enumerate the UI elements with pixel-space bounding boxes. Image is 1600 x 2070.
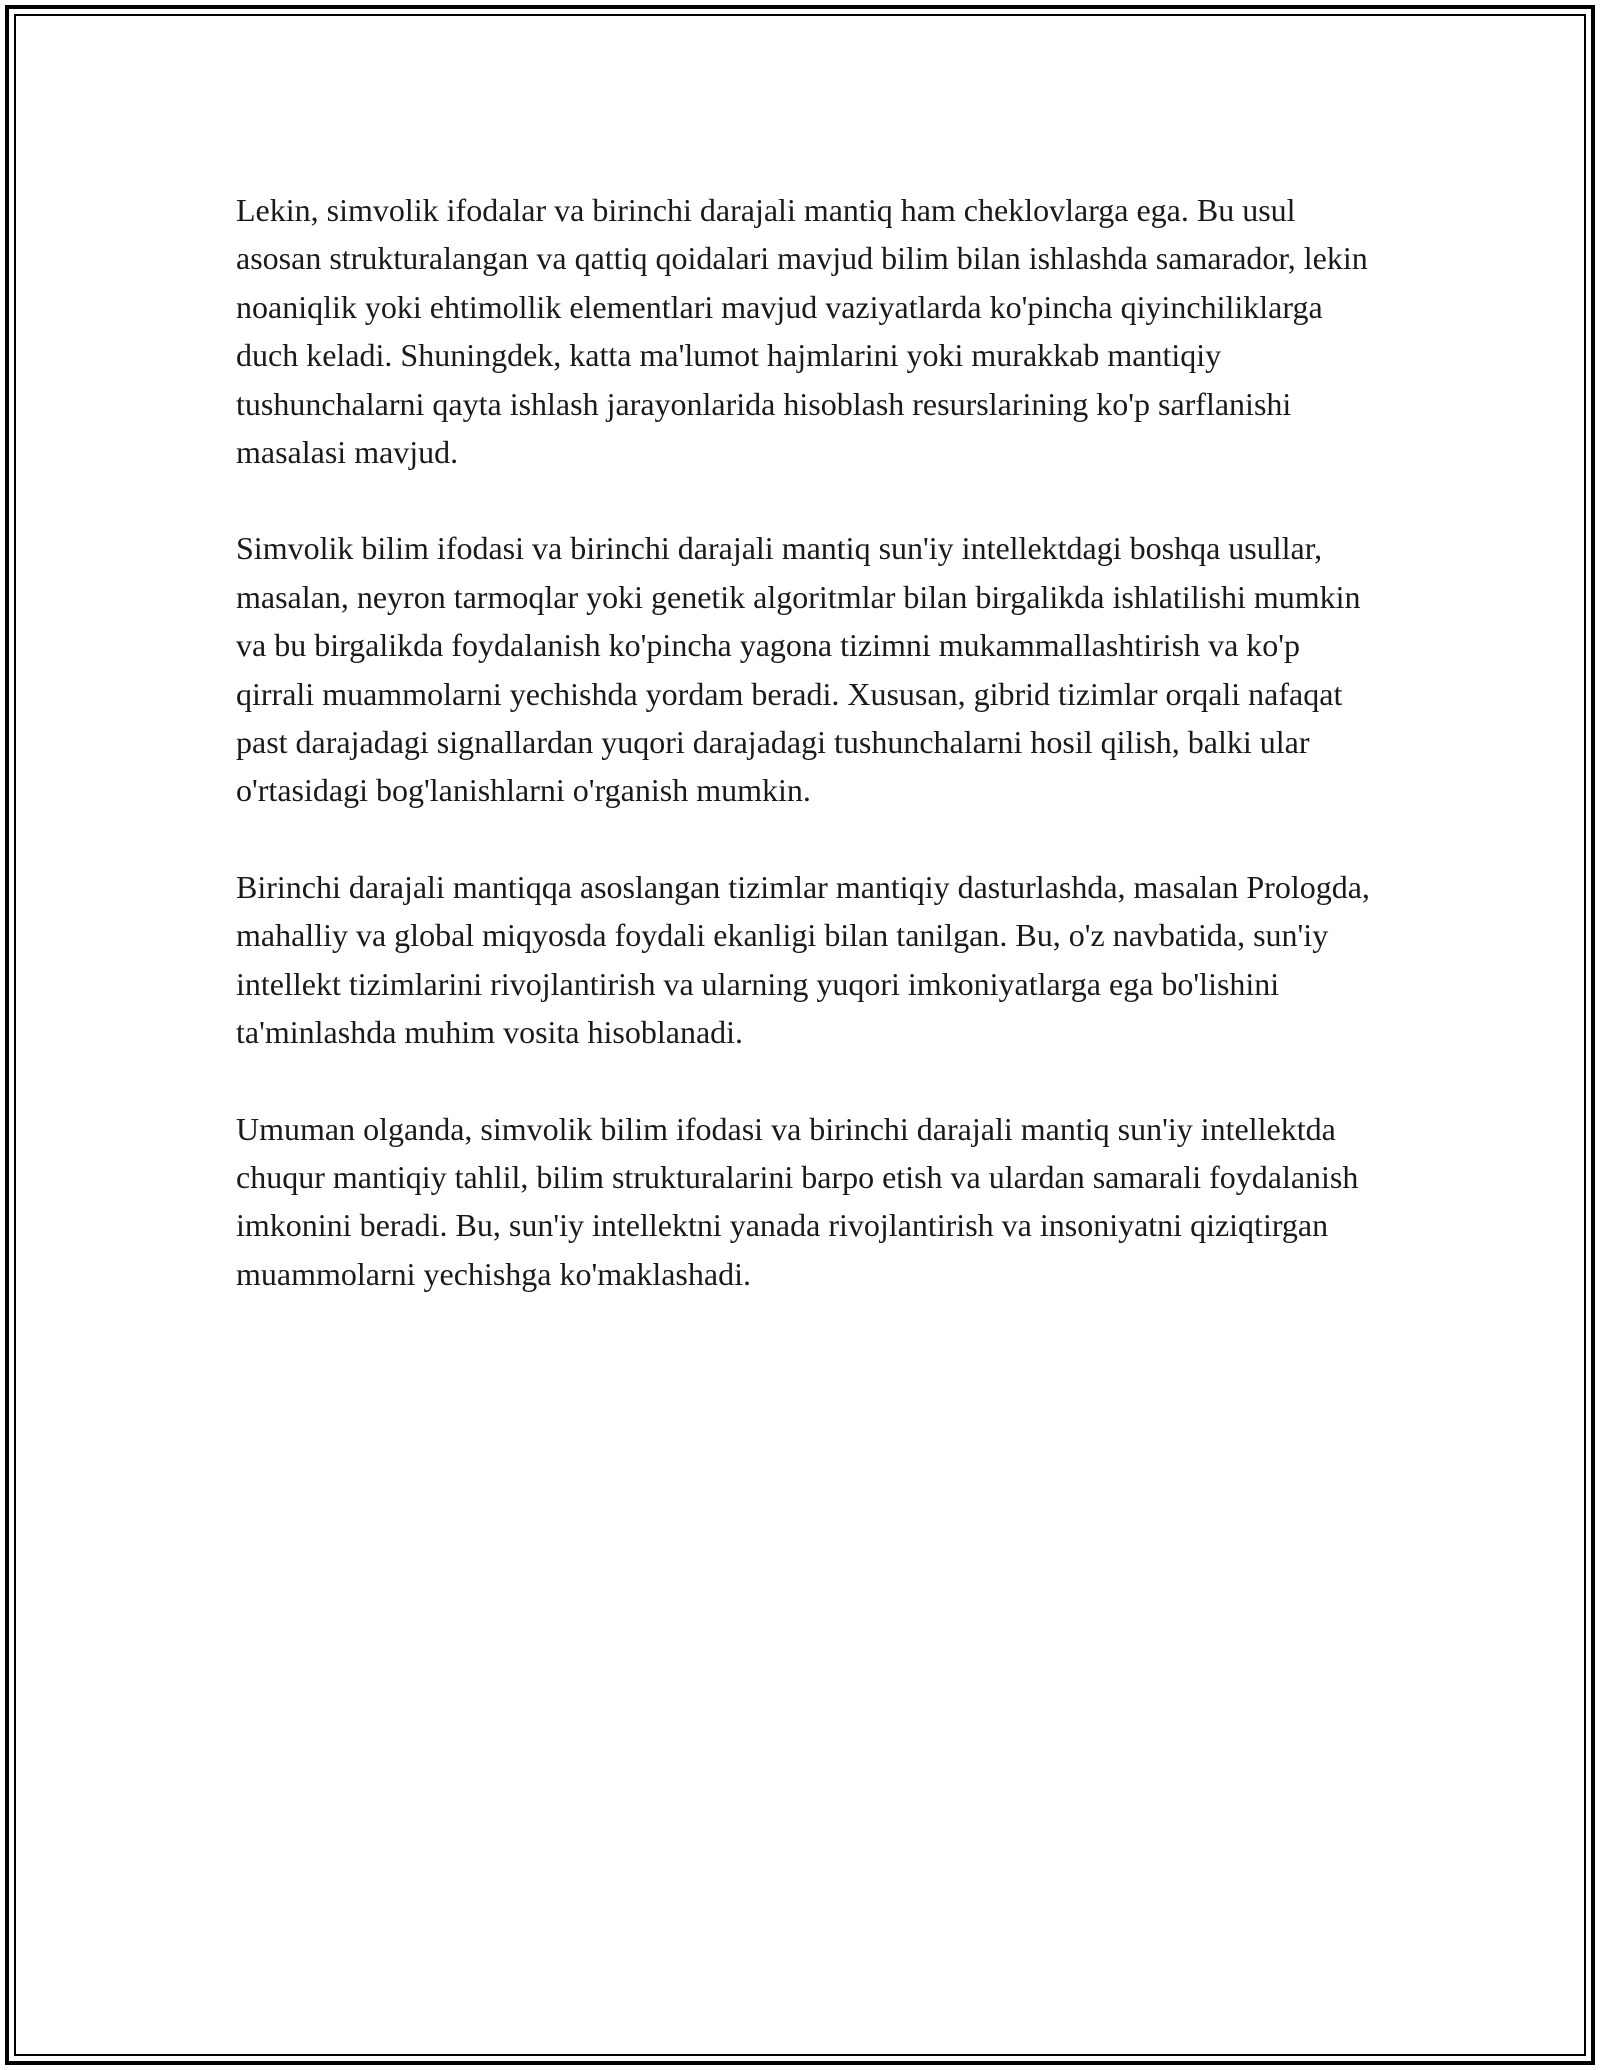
document-body (236, 186, 1376, 1346)
paragraph-conclusion: Umuman olganda, simvolik bilim ifodasi va birinchi darajali mantiq sun'iy intellektda chuqur mantiqiy tahlil, bilim strukturalarini barpo etish va ulardan samarali foydalanish imkonini beradi. Bu, sun'iy intellektni yanada rivojlantirish va insoniyatni qiziqtirgan muammolarni yechishga ko'maklashadi. (236, 1110, 1359, 1292)
paragraph-logic-programming: Birinchi darajali mantiqqa asoslangan tizimlar mantiqiy dasturlashda, masalan Prologda, mahalliy va global miqyosda foydali ekanligi bilan tanilgan. Bu, o'z navbatida, sun'iy intellekt tizimlarini rivojlantirish va ularning yuqori imkoniyatlarga ega bo'lishini ta'minlashda muhim vosita hisoblanadi. (236, 868, 1370, 1051)
paragraph-hybrid-methods: Simvolik bilim ifodasi va birinchi darajali mantiq sun'iy intellektdagi boshqa usullar, masalan, neyron tarmoqlar yoki genetik algoritmlar bilan birgalikda ishlatilishi mumkin va bu birgalikda foydalanish ko'pincha yagona tizimni mukammallashtirish va ko'p qirrali muammolarni yechishda yordam beradi. Xususan, gibrid tizimlar orqali nafaqat past darajadagi signallardan yuqori darajadagi tushunchalarni hosil qilish, balki ular o'rtasidagi bog'lanishlarni o'rganish mumkin. (236, 530, 1361, 809)
paragraph-limitations: Lekin, simvolik ifodalar va birinchi darajali mantiq ham cheklovlarga ega. Bu usul asosan strukturalangan va qattiq qoidalari mavjud bilim bilan ishlashda samarador, lekin noaniqlik yoki ehtimollik elementlari mavjud vaziyatlarda ko'pincha qiyinchiliklarga duch keladi. Shuningdek, katta ma'lumot hajmlarini yoki murakkab mantiqiy tushunchalarni qayta ishlash jarayonlarida hisoblash resurslarining ko'p sarflanishi masalasi mavjud. (236, 192, 1368, 471)
